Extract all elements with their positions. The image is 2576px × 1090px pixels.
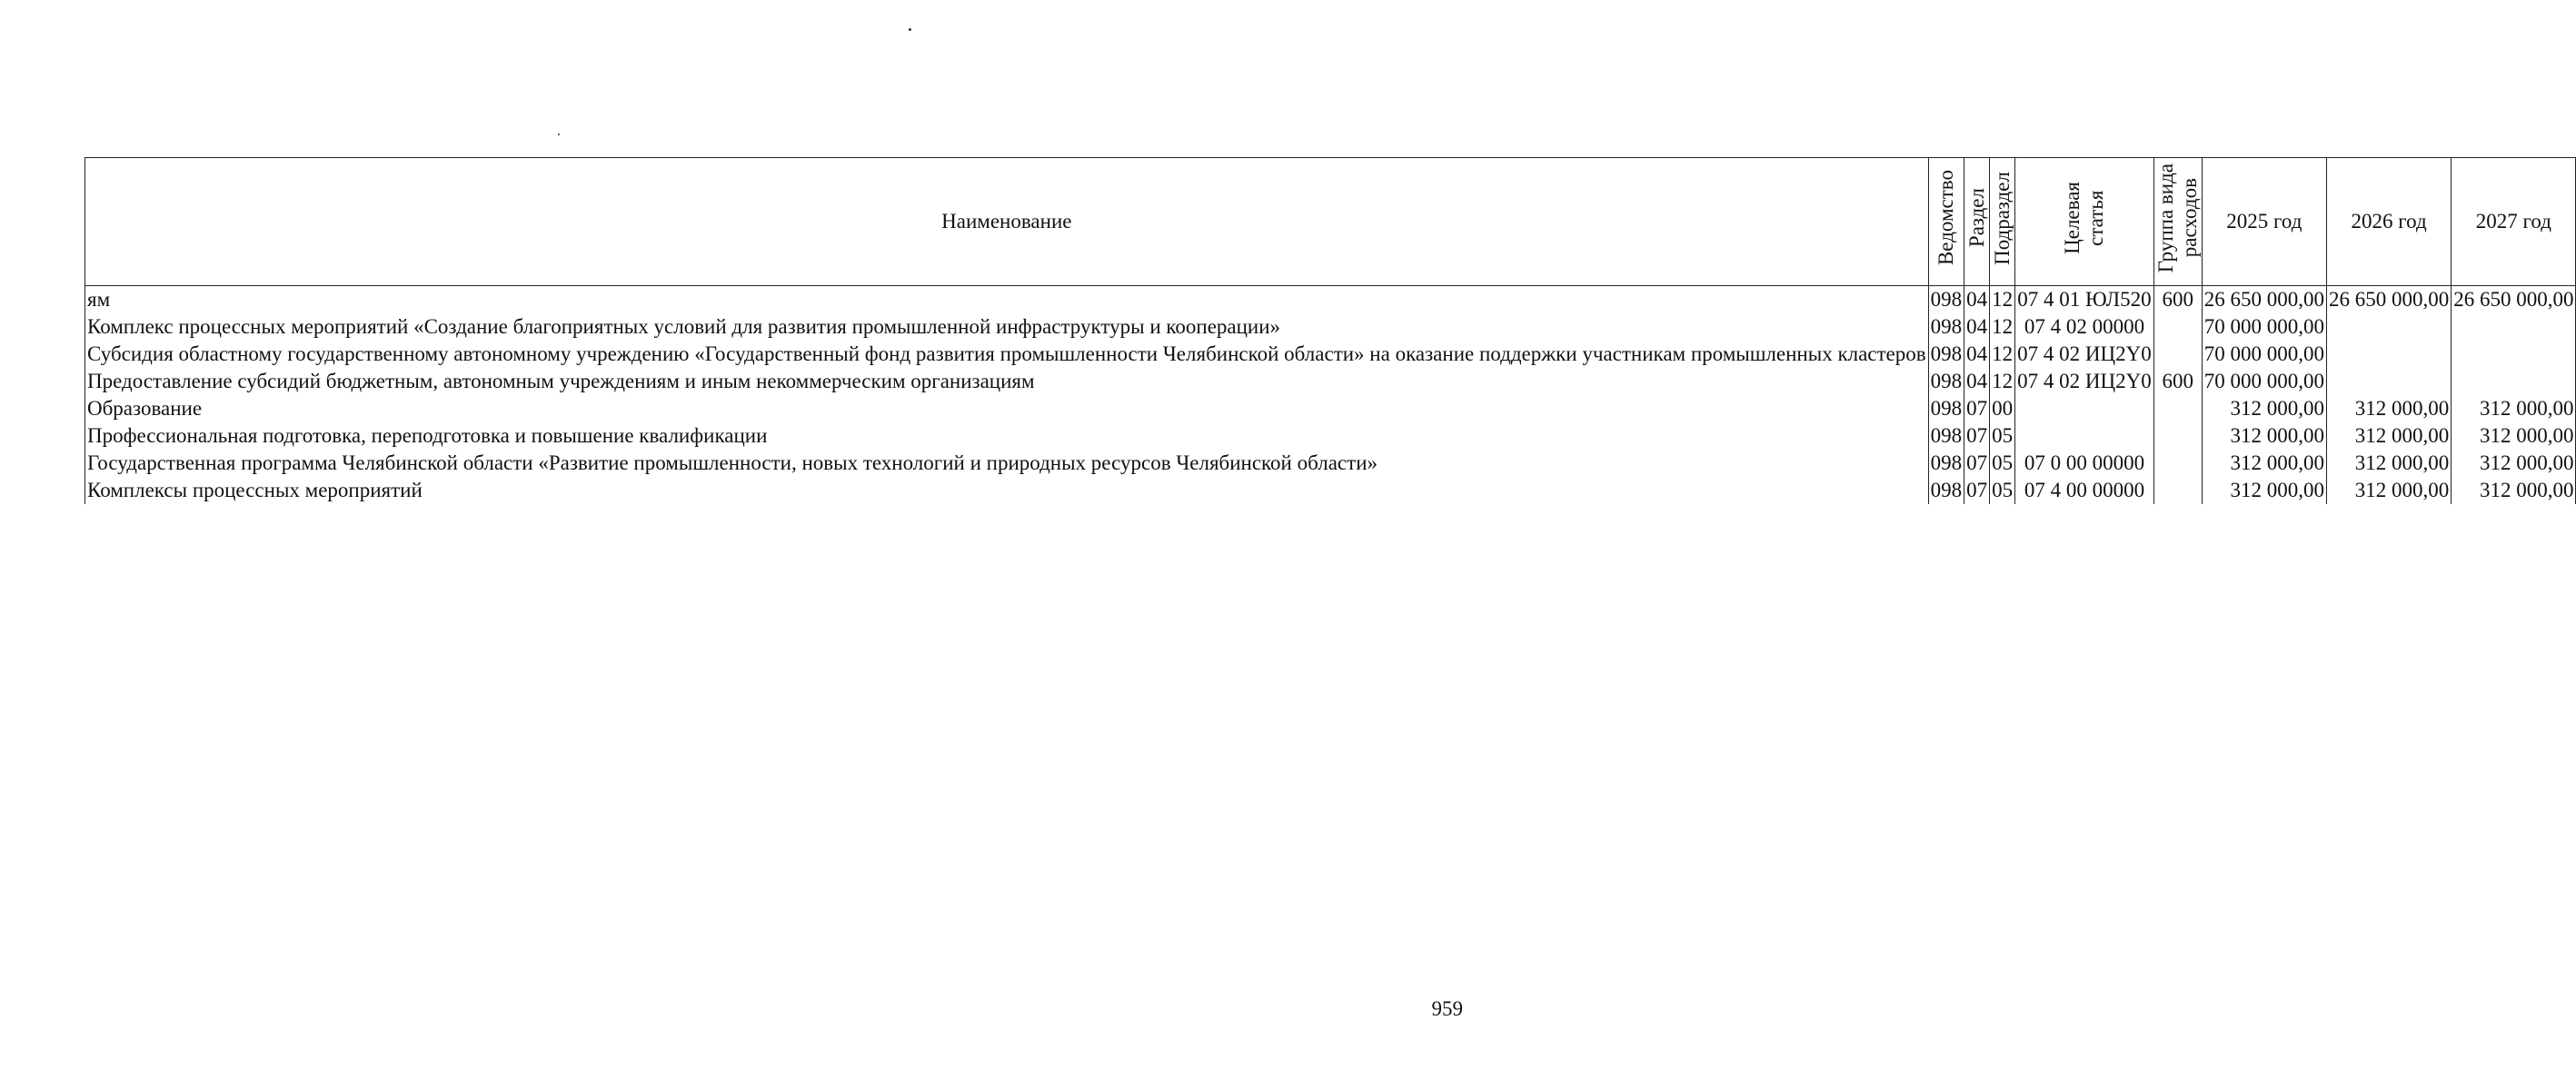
row-name: Профессиональная подготовка, переподготовка и повышение квалификации [85, 422, 1929, 450]
row-2027 [2452, 368, 2576, 395]
row-name: Комплекс процессных мероприятий «Создание благоприятных условий для развития промышленной инфраструктуры и кооперации» [85, 313, 1929, 341]
row-celevaya-statya: 07 0 00 00000 [2015, 450, 2154, 477]
scan-speck [558, 134, 560, 135]
row-2026 [2326, 341, 2451, 368]
row-razdel: 07 [1964, 395, 1990, 422]
table-row [85, 341, 2576, 368]
row-gruppa [2153, 477, 2202, 504]
row-name: ям [85, 286, 1929, 314]
row-2026 [2326, 313, 2451, 341]
row-2027 [2452, 341, 2576, 368]
row-celevaya-statya [2015, 422, 2154, 450]
row-2027: 312 000,00 [2452, 450, 2576, 477]
header-year-2025: 2025 год [2202, 158, 2326, 286]
row-celevaya-statya [2015, 395, 2154, 422]
row-razdel: 07 [1964, 450, 1990, 477]
row-gruppa [2153, 450, 2202, 477]
row-celevaya-statya: 07 4 02 00000 [2015, 313, 2154, 341]
row-razdel: 04 [1964, 313, 1990, 341]
table-row [85, 395, 2576, 422]
row-2027: 312 000,00 [2452, 477, 2576, 504]
row-2025: 312 000,00 [2202, 477, 2326, 504]
row-2027 [2452, 313, 2576, 341]
row-vedomstvo: 098 [1928, 368, 1964, 395]
row-vedomstvo: 098 [1928, 341, 1964, 368]
table-row [85, 313, 2576, 341]
header-year-2027: 2027 год [2452, 158, 2576, 286]
row-podrazdel: 00 [1990, 395, 2015, 422]
row-celevaya-statya: 07 4 01 ЮЛ520 [2015, 286, 2154, 314]
budget-table [85, 157, 2576, 504]
row-vedomstvo: 098 [1928, 477, 1964, 504]
header-celevaya-statya: Целевая статья [2015, 158, 2154, 286]
header-vedomstvo: Ведомство [1928, 158, 1964, 286]
row-name: Предоставление субсидий бюджетным, автономным учреждениям и иным некоммерческим организациям [85, 368, 1929, 395]
header-gruppa-rashodov: Группа вида расходов [2153, 158, 2202, 286]
table-row [85, 450, 2576, 477]
row-name: Комплексы процессных мероприятий [85, 477, 1929, 504]
row-vedomstvo: 098 [1928, 286, 1964, 314]
row-2025: 70 000 000,00 [2202, 341, 2326, 368]
page-number: 959 [1431, 997, 1463, 1020]
row-podrazdel: 05 [1990, 422, 2015, 450]
row-name: Государственная программа Челябинской области «Развитие промышленности, новых технологий и природных ресурсов Челябинской области» [85, 450, 1929, 477]
row-celevaya-statya: 07 4 02 ИЦ2Y0 [2015, 368, 2154, 395]
row-podrazdel: 12 [1990, 341, 2015, 368]
row-celevaya-statya: 07 4 02 ИЦ2Y0 [2015, 341, 2154, 368]
row-razdel: 07 [1964, 422, 1990, 450]
row-2026: 312 000,00 [2326, 395, 2451, 422]
header-name: Наименование [85, 158, 1929, 286]
header-podrazdel: Подраздел [1990, 158, 2015, 286]
row-name: Субсидия областному государственному автономному учреждению «Государственный фонд развития промышленности Челябинской области» на оказание поддержки участникам промышленных кластеров [85, 341, 1929, 368]
row-podrazdel: 12 [1990, 368, 2015, 395]
header-razdel: Раздел [1964, 158, 1990, 286]
row-2025: 312 000,00 [2202, 395, 2326, 422]
row-2025: 70 000 000,00 [2202, 313, 2326, 341]
row-celevaya-statya: 07 4 00 00000 [2015, 477, 2154, 504]
row-razdel: 07 [1964, 477, 1990, 504]
row-vedomstvo: 098 [1928, 313, 1964, 341]
row-vedomstvo: 098 [1928, 450, 1964, 477]
row-gruppa [2153, 313, 2202, 341]
row-2027: 26 650 000,00 [2452, 286, 2576, 314]
row-razdel: 04 [1964, 286, 1990, 314]
row-2025: 26 650 000,00 [2202, 286, 2326, 314]
table-body [85, 286, 2576, 505]
row-podrazdel: 05 [1990, 450, 2015, 477]
row-2027: 312 000,00 [2452, 422, 2576, 450]
row-razdel: 04 [1964, 341, 1990, 368]
row-2026: 312 000,00 [2326, 477, 2451, 504]
row-2026 [2326, 368, 2451, 395]
row-2027: 312 000,00 [2452, 395, 2576, 422]
row-podrazdel: 05 [1990, 477, 2015, 504]
table-row [85, 422, 2576, 450]
row-2026: 312 000,00 [2326, 422, 2451, 450]
row-gruppa: 600 [2153, 286, 2202, 314]
row-gruppa [2153, 341, 2202, 368]
row-2025: 312 000,00 [2202, 450, 2326, 477]
row-2026: 26 650 000,00 [2326, 286, 2451, 314]
row-2025: 312 000,00 [2202, 422, 2326, 450]
table-row [85, 286, 2576, 314]
table-header [85, 158, 2576, 286]
row-razdel: 04 [1964, 368, 1990, 395]
table-row [85, 477, 2576, 504]
table-row [85, 368, 2576, 395]
row-gruppa: 600 [2153, 368, 2202, 395]
row-vedomstvo: 098 [1928, 422, 1964, 450]
header-year-2026: 2026 год [2326, 158, 2451, 286]
row-name: Образование [85, 395, 1929, 422]
row-gruppa [2153, 422, 2202, 450]
row-vedomstvo: 098 [1928, 395, 1964, 422]
row-2025: 70 000 000,00 [2202, 368, 2326, 395]
row-podrazdel: 12 [1990, 286, 2015, 314]
scan-speck [909, 28, 911, 31]
row-2026: 312 000,00 [2326, 450, 2451, 477]
row-gruppa [2153, 395, 2202, 422]
row-podrazdel: 12 [1990, 313, 2015, 341]
